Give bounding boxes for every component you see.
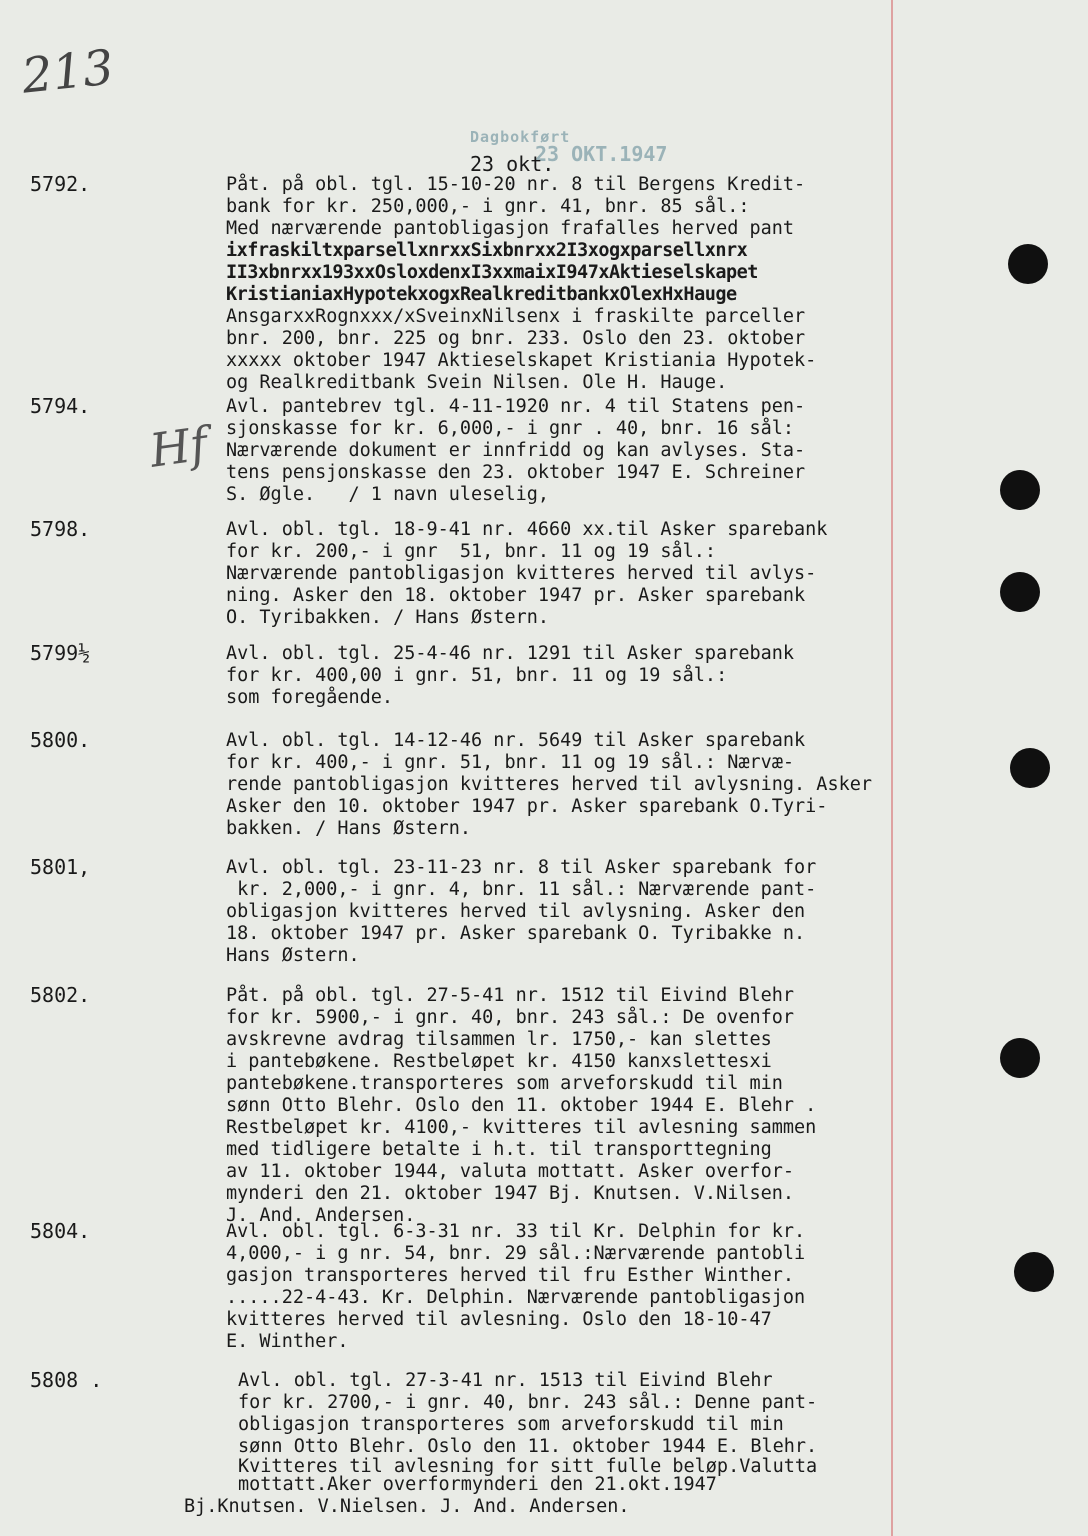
entry-line: Nærværende pantobligasjon kvitteres herved til avlys- (226, 563, 817, 584)
entry-line: II3xbnrxx193xxOsloxdenxI3xxmaixI947xAktieselskapet (226, 262, 758, 283)
entry-line: ixfraskiltxparsellxnrxxSixbnrxx2I3xogxparsellxnrx (226, 240, 748, 261)
entry-line: Avl. obl. tgl. 23-11-23 nr. 8 til Asker sparebank for (226, 857, 817, 878)
entry-line: Bj.Knutsen. V.Nielsen. J. And. Andersen. (184, 1496, 630, 1517)
entry-line: Avl. obl. tgl. 6-3-31 nr. 33 til Kr. Delphin for kr. (226, 1221, 806, 1242)
entry-line: med tidligere betalte i h.t. til transporttegning (226, 1139, 772, 1160)
entry-line: Kvitteres til avlesning for sitt fulle beløp.Valutta (238, 1456, 818, 1477)
entry-line: mynderi den 21. oktober 1947 Bj. Knutsen. V.Nilsen. (226, 1183, 795, 1204)
entry-line: Nærværende dokument er innfridd og kan avlyses. Sta- (226, 440, 806, 461)
entry-line: obligasjon kvitteres herved til avlysning. Asker den (226, 901, 806, 922)
entry-number: 5802. (30, 983, 91, 1007)
handwritten-initials: Hf (146, 416, 211, 478)
entry-line: J. And. Andersen. (226, 1205, 416, 1226)
entry-line: O. Tyribakken. / Hans Østern. (226, 607, 550, 628)
entry-line: .....22-4-43. Kr. Delphin. Nærværende pantobligasjon (226, 1287, 806, 1308)
entry-number: 5792. (30, 172, 91, 196)
entry-line: sønn Otto Blehr. Oslo den 11. oktober 1944 E. Blehr. (238, 1436, 818, 1457)
entry-line: 4,000,- i g nr. 54, bnr. 29 sål.:Nærværende pantobli (226, 1243, 806, 1264)
entry-line: gasjon transporteres herved til fru Esther Winther. (226, 1265, 795, 1286)
entry-line: kvitteres herved til avlesning. Oslo den 18-10-47 (226, 1309, 772, 1330)
entry-line: bank for kr. 250,000,- i gnr. 41, bnr. 85 sål.: (226, 196, 750, 217)
entry-line: AnsgarxxRognxxx/xSveinxNilsenx i fraskilte parceller (226, 306, 806, 327)
entry-line: og Realkreditbank Svein Nilsen. Ole H. Hauge. (226, 372, 728, 393)
stamp-date: 23 OKT.1947 (535, 142, 668, 166)
entry-line: xxxxx oktober 1947 Aktieselskapet Kristiania Hypotek- (226, 350, 817, 371)
entry-number: 5794. (30, 394, 91, 418)
entry-line: i pantebøkene. Restbeløpet kr. 4150 kanxslettesxi (226, 1051, 772, 1072)
entry-line: avskrevne avdrag tilsammen lr. 1750,- kan slettes (226, 1029, 772, 1050)
entry-line: Avl. obl. tgl. 18-9-41 nr. 4660 xx.til Asker sparebank (226, 519, 828, 540)
entry-line: sønn Otto Blehr. Oslo den 11. oktober 1944 E. Blehr . (226, 1095, 817, 1116)
punch-hole (1000, 1038, 1040, 1078)
entry-number: 5798. (30, 517, 91, 541)
entry-line: for kr. 400,- i gnr. 51, bnr. 11 og 19 sål.: Nærvæ- (226, 752, 795, 773)
entry-line: Hans Østern. (226, 945, 360, 966)
page-number: 213 (19, 39, 117, 105)
entry-line: for kr. 5900,- i gnr. 40, bnr. 243 sål.: De ovenfor (226, 1007, 795, 1028)
entry-line: Restbeløpet kr. 4100,- kvitteres til avlesning sammen (226, 1117, 817, 1138)
stamp-text: Dagbokført (470, 128, 571, 146)
entry-line: kr. 2,000,- i gnr. 4, bnr. 11 sål.: Nærværende pant- (226, 879, 817, 900)
entry-line: tens pensjonskasse den 23. oktober 1947 E. Schreiner (226, 462, 806, 483)
entry-line: pantebøkene.transporteres som arveforskudd til min (226, 1073, 783, 1094)
entry-line: Med nærværende pantobligasjon frafalles herved pant (226, 218, 795, 239)
entry-line: bnr. 200, bnr. 225 og bnr. 233. Oslo den 23. oktober (226, 328, 806, 349)
day-heading: 23 okt. (470, 152, 555, 176)
entry-line: for kr. 2700,- i gnr. 40, bnr. 243 sål.: Denne pant- (238, 1392, 818, 1413)
entry-line: Avl. pantebrev tgl. 4-11-1920 nr. 4 til Statens pen- (226, 396, 806, 417)
red-margin-line (891, 0, 893, 1536)
entry-line: Påt. på obl. tgl. 27-5-41 nr. 1512 til Eivind Blehr (226, 985, 795, 1006)
entry-line: Avl. obl. tgl. 27-3-41 nr. 1513 til Eivind Blehr (238, 1370, 773, 1391)
entry-line: Asker den 10. oktober 1947 pr. Asker sparebank O.Tyri- (226, 796, 828, 817)
entry-line: av 11. oktober 1944, valuta mottatt. Asker overfor- (226, 1161, 795, 1182)
punch-hole (1014, 1252, 1054, 1292)
entry-number: 5804. (30, 1219, 91, 1243)
entry-line: for kr. 400,00 i gnr. 51, bnr. 11 og 19 sål.: (226, 665, 728, 686)
entry-line: sjonskasse for kr. 6,000,- i gnr . 40, bnr. 16 sål: (226, 418, 795, 439)
entry-line: E. Winther. (226, 1331, 349, 1352)
punch-hole (1010, 748, 1050, 788)
entry-line: 18. oktober 1947 pr. Asker sparebank O. Tyribakke n. (226, 923, 806, 944)
entry-line: rende pantobligasjon kvitteres herved til avlysning. Asker (226, 774, 873, 795)
entry-line: S. Øgle. / 1 navn uleselig, (226, 484, 550, 505)
entry-number: 5808 . (30, 1368, 103, 1392)
entry-line: Avl. obl. tgl. 25-4-46 nr. 1291 til Asker sparebank (226, 643, 795, 664)
punch-hole (1008, 244, 1048, 284)
entry-line: Avl. obl. tgl. 14-12-46 nr. 5649 til Asker sparebank (226, 730, 806, 751)
entry-line: mottatt.Aker overformynderi den 21.okt.1947 (238, 1474, 717, 1495)
entry-line: KristianiaxHypotekxogxRealkreditbankxOlexHxHauge (226, 284, 737, 305)
entry-line: bakken. / Hans Østern. (226, 818, 472, 839)
entry-number: 5801, (30, 855, 91, 879)
entry-number: 5799½ (30, 641, 91, 665)
entry-line: for kr. 200,- i gnr 51, bnr. 11 og 19 sål.: (226, 541, 717, 562)
entry-line: obligasjon transporteres som arveforskudd til min (238, 1414, 784, 1435)
entry-line: Påt. på obl. tgl. 15-10-20 nr. 8 til Bergens Kredit- (226, 174, 806, 195)
entry-line: som foregående. (226, 687, 394, 708)
entry-number: 5800. (30, 728, 91, 752)
punch-hole (1000, 470, 1040, 510)
punch-hole (1000, 572, 1040, 612)
entry-line: ning. Asker den 18. oktober 1947 pr. Asker sparebank (226, 585, 806, 606)
